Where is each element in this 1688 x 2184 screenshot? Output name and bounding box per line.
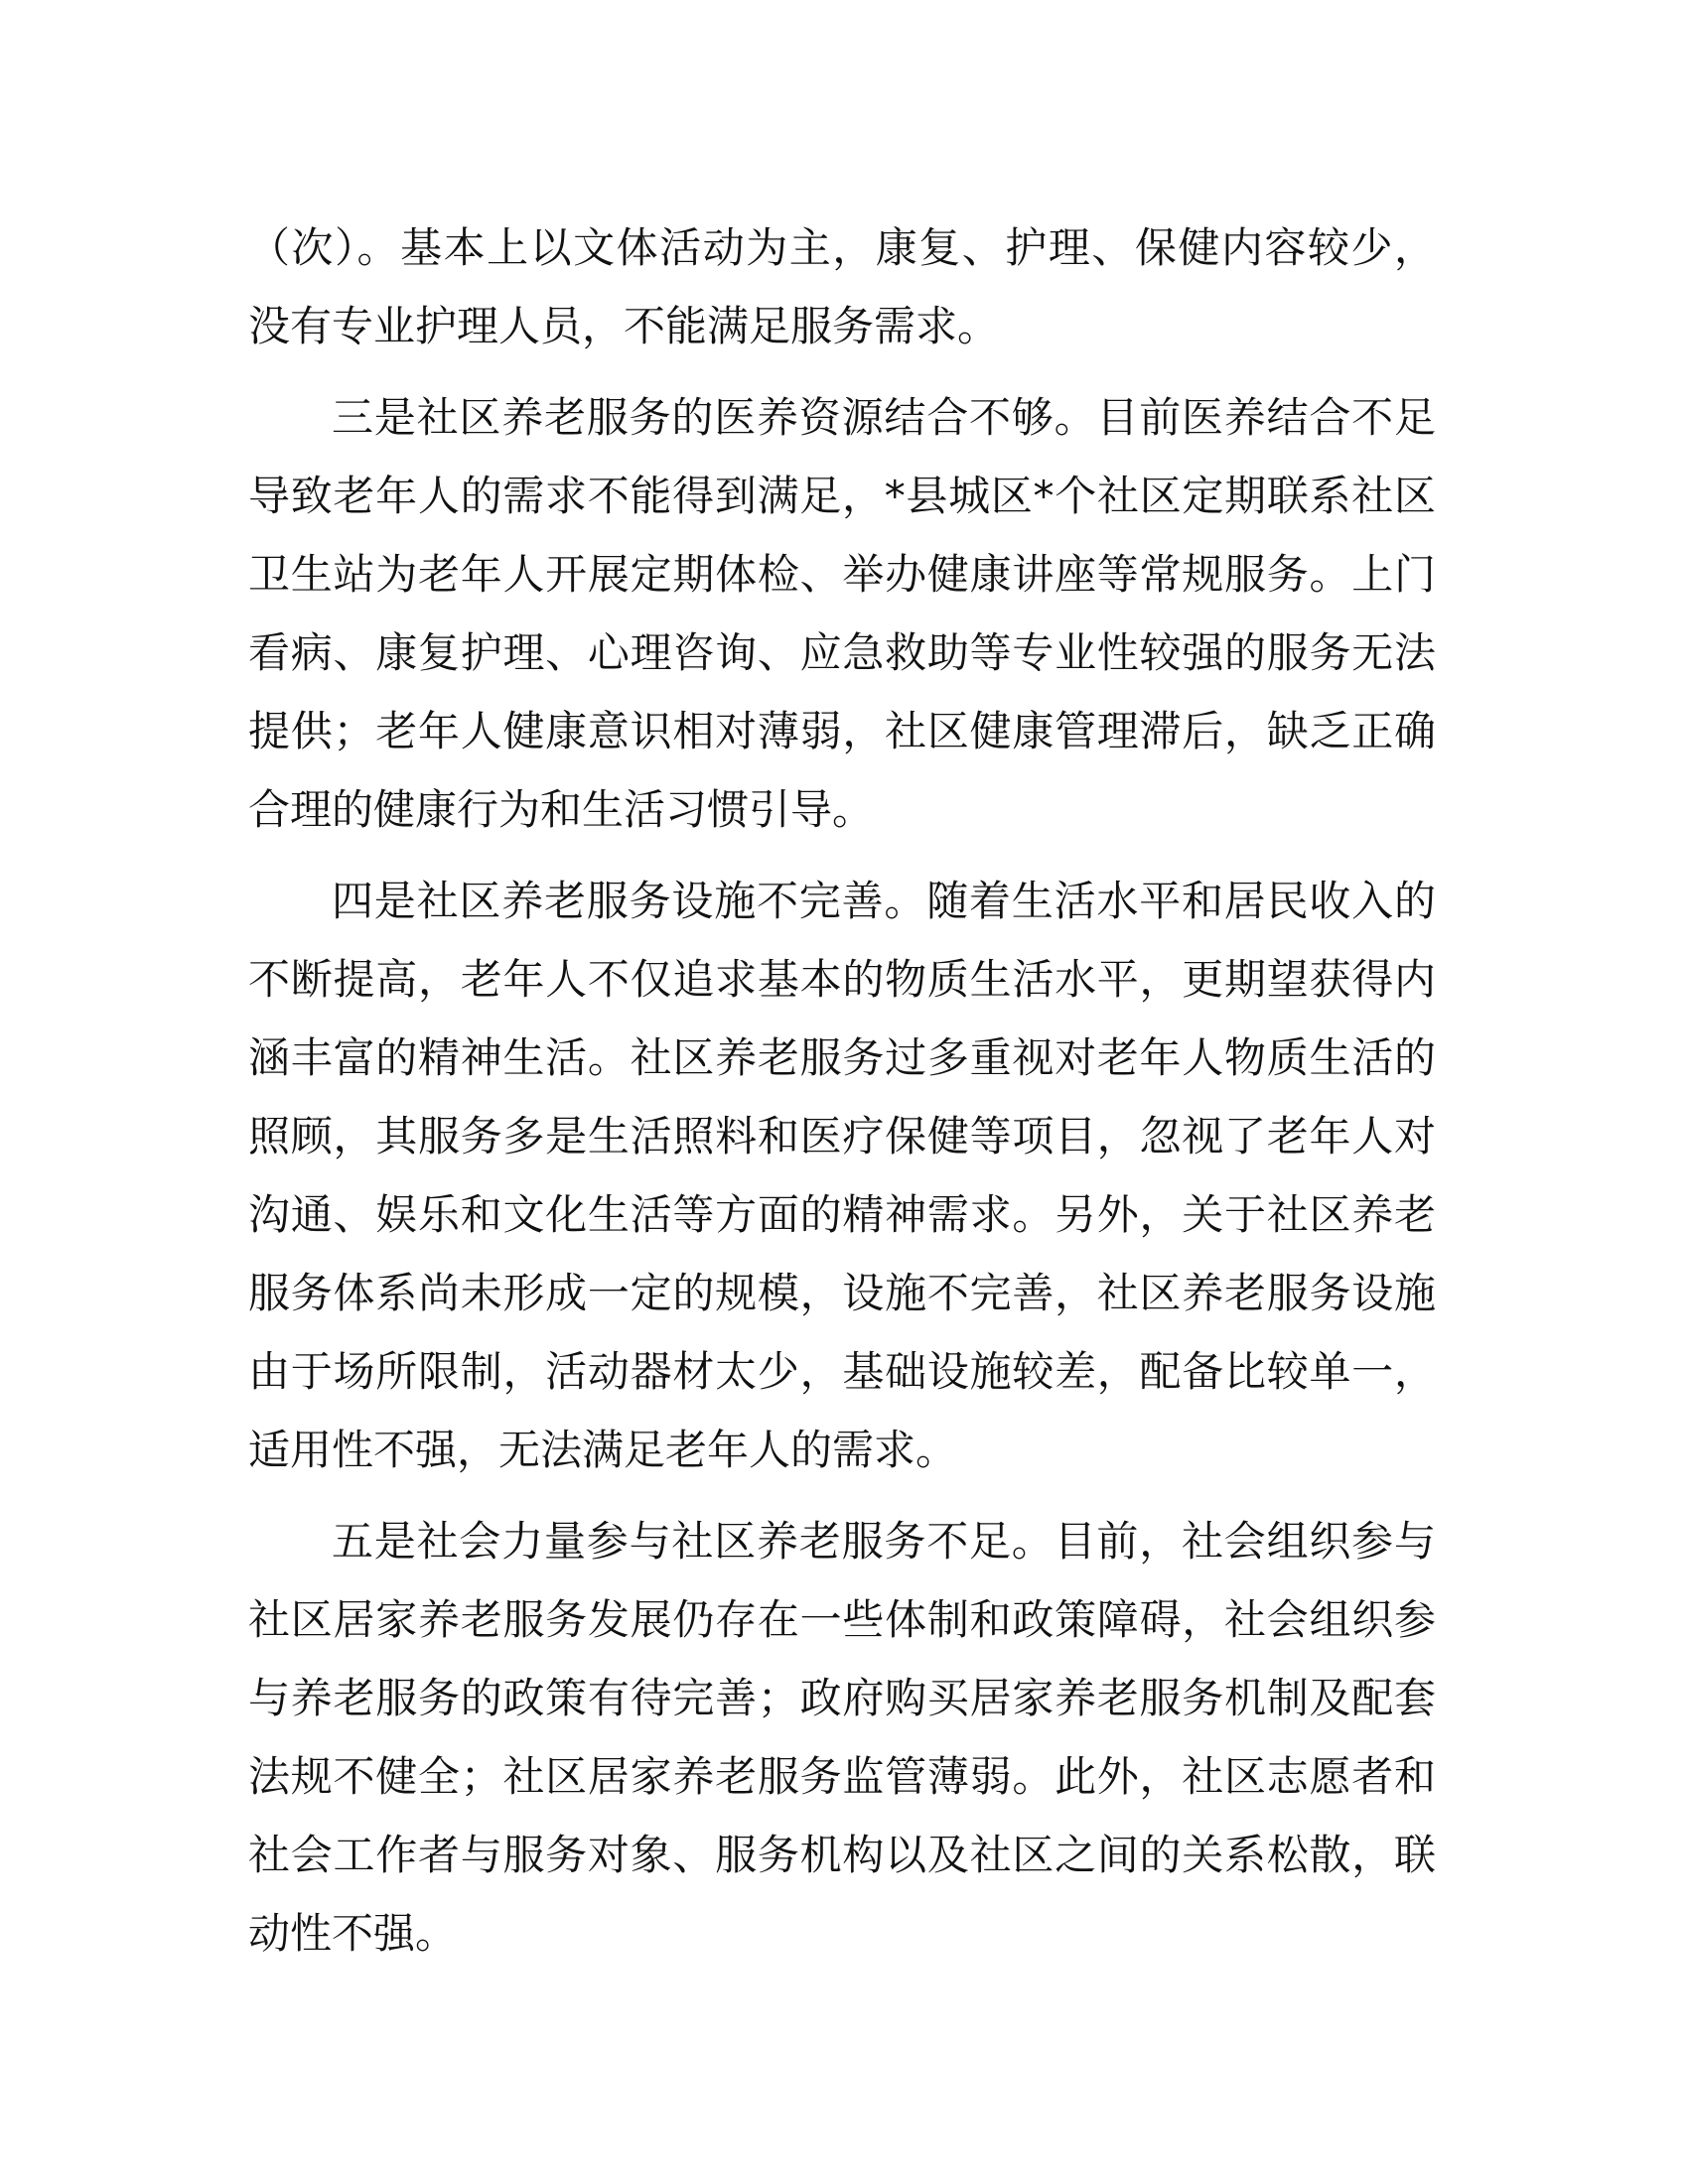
paragraph-point-three: 三是社区养老服务的医养资源结合不够。目前医养结合不足导致老年人的需求不能得到满足，*县城区*个社区定期联系社区卫生站为老年人开展定期体检、举办健康讲座等常规服务。上门看病、康复护理、心理咨询、应急救助等专业性较强的服务无法提供；老年人健康意识相对薄弱，社区健康管理滞后，缺乏正确合理的健康行为和生活习惯引导。 bbox=[248, 393, 1436, 834]
document-page bbox=[248, 208, 1436, 1973]
paragraph-point-four: 四是社区养老服务设施不完善。随着生活水平和居民收入的不断提高，老年人不仅追求基本的物质生活水平，更期望获得内涵丰富的精神生活。社区养老服务过多重视对老年人物质生活的照顾，其服务多是生活照料和医疗保健等项目，忽视了老年人对沟通、娱乐和文化生活等方面的精神需求。另外，关于社区养老服务体系尚未形成一定的规模，设施不完善，社区养老服务设施由于场所限制，活动器材太少，基础设施较差，配备比较单一，适用性不强，无法满足老年人的需求。 bbox=[248, 877, 1436, 1474]
paragraph-point-five: 五是社会力量参与社区养老服务不足。目前，社会组织参与社区居家养老服务发展仍存在一些体制和政策障碍，社会组织参与养老服务的政策有待完善；政府购买居家养老服务机制及配套法规不健全；社区居家养老服务监管薄弱。此外，社区志愿者和社会工作者与服务对象、服务机构以及社区之间的关系松散，联动性不强。 bbox=[248, 1517, 1436, 1958]
paragraph-continuation: （次）。基本上以文体活动为主，康复、护理、保健内容较少，没有专业护理人员，不能满足服务需求。 bbox=[248, 223, 1436, 350]
